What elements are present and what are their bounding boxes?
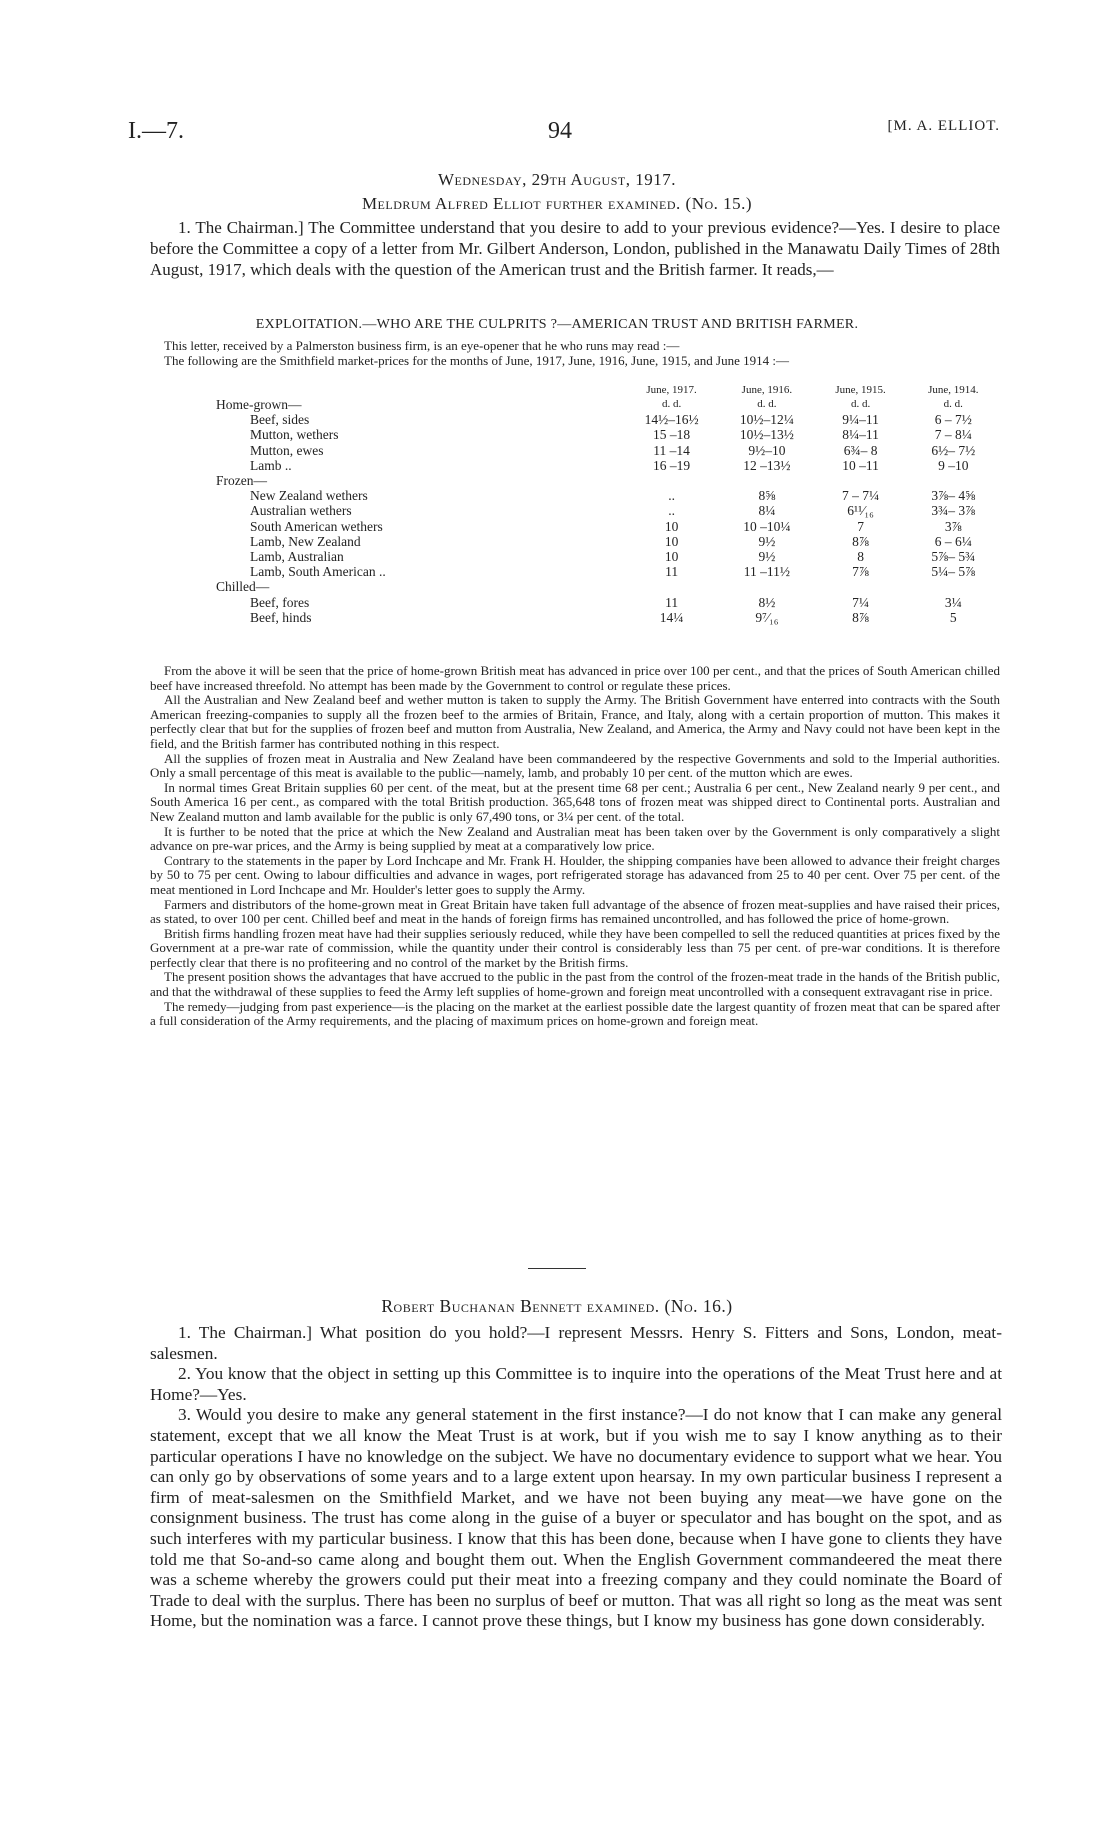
price-cell: 6 – 7½ <box>934 412 972 428</box>
session-date: Wednesday, 29th August, 1917. <box>438 170 676 189</box>
price-cell: 10½–12¼ <box>739 412 794 428</box>
section-divider <box>528 1268 586 1269</box>
intro-paragraph: 1. The Chairman.] The Committee understand that you desire to add to your previous evidence?—Yes. I desire to place before the Committee a copy of a letter from Mr. Gilbert Anderson, London, published in the Manawatu Daily Times of 28th August, 1917, which deals with the question of the American trust and the British farmer. It reads,— <box>150 218 1000 279</box>
second-witness-evidence <box>150 1323 1002 1632</box>
price-cell: 5¼– 5⅞ <box>931 564 976 580</box>
price-cell: 9½–10 <box>748 442 786 458</box>
price-cell: 11 <box>665 564 679 580</box>
price-cell: 10 –11 <box>842 457 879 473</box>
group-label: Home-grown— <box>216 397 302 412</box>
letter-paragraph: It is further to be noted that the price at which the New Zealand and Australian meat has been taken over by the Government is only comparatively a slight advance on pre-war prices, and the Army is being supplied by meat at a comparatively low price. <box>150 823 1000 854</box>
letter-intro <box>150 339 1000 368</box>
price-cell: 3⅞ <box>944 518 962 534</box>
page-number: 94 <box>548 118 572 144</box>
column-header: June, 1917. <box>646 384 697 396</box>
price-cell: 11 <box>665 594 679 610</box>
column-header: June, 1914. <box>928 384 979 396</box>
row-label: Australian wethers <box>250 503 352 519</box>
row-label: Lamb, South American .. <box>250 564 386 580</box>
unit-label: d. d. <box>661 398 682 410</box>
price-cell: 9½ <box>758 549 776 565</box>
price-cell: 8¼ <box>758 503 776 519</box>
price-cell: 10 –10¼ <box>743 518 791 534</box>
price-cell: 8⅝ <box>758 488 776 504</box>
price-cell: 6¹¹⁄₁₆ <box>847 503 874 519</box>
price-cell: 9 –10 <box>938 457 969 473</box>
table-row <box>150 595 1000 610</box>
price-cell: 9¼–11 <box>842 412 879 428</box>
row-label: New Zealand wethers <box>250 488 368 504</box>
price-cell: 8½ <box>758 594 776 610</box>
letter-intro-line: This letter, received by a Palmerston business firm, is an eye-opener that he who runs may read :— <box>164 338 680 353</box>
table-row <box>150 427 1000 442</box>
price-cell: 7 – 8¼ <box>934 427 972 443</box>
evidence-paragraph: 2. You know that the object in setting up this Committee is to inquire into the operations of the Meat Trust here and at Home?—Yes. <box>150 1364 1002 1404</box>
letter-heading: EXPLOITATION.—WHO ARE THE CULPRITS ?—AMERICAN TRUST AND BRITISH FARMER. <box>255 317 859 332</box>
price-cell: 6¾– 8 <box>843 442 878 458</box>
price-cell: 8¼–11 <box>842 427 879 443</box>
table-group-row <box>150 473 1000 488</box>
table-row <box>150 610 1000 625</box>
price-cell: 7 – 7¼ <box>842 488 880 504</box>
price-cell: 3¾– 3⅞ <box>931 503 976 519</box>
second-witness-heading: Robert Buchanan Bennett examined. (No. 16.) <box>381 1296 733 1316</box>
letter-paragraph: Farmers and distributors of the home-grown meat in Great Britain have taken full advantage of the absence of frozen meat-supplies and have raised their prices, as stated, to over 100 per cent. Chilled beef and meat in the hands of foreign firms has remained uncontrolled, and has followed the price of home-grown. <box>150 896 1000 927</box>
letter-paragraph: The remedy—judging from past experience—is the placing on the market at the earliest possible date the largest quantity of frozen meat that can be spared after a full consideration of the Army requirements, and the placing of maximum prices on home-grown and foreign meat. <box>150 998 1000 1029</box>
price-cell: 8 <box>857 549 864 565</box>
table-row <box>150 503 1000 518</box>
table-row <box>150 412 1000 427</box>
table-corner <box>150 384 624 397</box>
report-reference: I.—7. <box>128 118 184 144</box>
price-cell: 9⁷⁄₁₆ <box>755 609 779 625</box>
table-row <box>150 549 1000 564</box>
unit-label: d. d. <box>943 398 963 410</box>
price-cell: 10 <box>664 518 679 534</box>
price-cell: 11 –14 <box>653 442 690 458</box>
price-cell: 8⅞ <box>852 609 869 625</box>
row-label: Lamb, New Zealand <box>250 533 361 549</box>
table-row <box>150 564 1000 579</box>
row-label: Beef, hinds <box>250 609 312 625</box>
price-cell: .. <box>668 503 675 519</box>
letter-paragraph: All the Australian and New Zealand beef and wether mutton is taken to supply the Army. The British Government have enterred into contracts with the South American freezing-companies to supply all the frozen beef to the armies of Britain, France, and Italy, along with a certain proportion of mutton. This makes it perfectly clear that but for the supplies of frozen beef and mutton from Australia, New Zealand, and America, the Army and Navy could not have been kept in the field, and the British farmer has contributed nothing in this respect. <box>150 692 1000 751</box>
row-label: Beef, sides <box>250 412 310 428</box>
price-table <box>150 384 1000 625</box>
price-cell: 5 <box>949 609 957 625</box>
row-label: Beef, fores <box>250 594 310 610</box>
price-cell: 10 <box>664 533 679 549</box>
price-cell: 6½– 7½ <box>931 442 976 458</box>
witness-heading: Meldrum Alfred Elliot further examined. (No. 15.) <box>361 194 753 213</box>
price-cell: 12 –13½ <box>743 457 791 473</box>
price-cell: 7⅞ <box>852 564 869 580</box>
group-label: Frozen— <box>216 473 267 489</box>
evidence-paragraph: 1. The Chairman.] What position do you hold?—I represent Messrs. Henry S. Fitters and Sons, London, meat-salesmen. <box>150 1323 1002 1363</box>
row-label: Mutton, wethers <box>250 427 339 443</box>
table-group-row <box>150 579 1000 594</box>
price-cell: 10½–13½ <box>739 427 794 443</box>
letter-paragraph: Contrary to the statements in the paper by Lord Inchcape and Mr. Frank H. Houlder, the shipping companies have been allowed to advance their freight charges by 50 to 75 per cent. Owing to labour difficulties and advance in wages, port refrigerated storage has adavanced from 25 to 40 per cent. Over 75 per cent. of the meat mentioned in Lord Inchcape and Mr. Houlder's letter goes to supply the Army. <box>150 852 1000 897</box>
price-cell: 15 –18 <box>653 427 691 443</box>
price-cell: 8⅞ <box>852 533 869 549</box>
table-header-row <box>150 384 1000 397</box>
letter-paragraph: British firms handling frozen meat have had their supplies seriously reduced, while they have been compelled to sell the reduced quantities at prices fixed by the Government at a pre-war rate of commission, while the quantity under their control is considerably less than 75 per cent. of pre-war conditions. It is therefore perfectly clear that there is no profiteering and no control of the market by the British firms. <box>150 925 1000 970</box>
letter-paragraph: From the above it will be seen that the price of home-grown British meat has advanced in price over 100 per cent., and that the prices of South American chilled beef have increased threefold. No attempt has been made by the Government to control or regulate these prices. <box>150 663 1000 693</box>
letter-paragraph: In normal times Great Britain supplies 60 per cent. of the meat, but at the present time 68 per cent.; Australia 6 per cent., New Zealand nearly 9 per cent., and South America 16 per cent., as compared with the total British production. 365,648 tons of frozen meat was shipped direct to Continental ports. Australian and New Zealand mutton and lamb available for the public is only 67,490 tons, or 3¼ per cent. of the total. <box>150 779 1000 824</box>
price-cell: 16 –19 <box>653 457 691 473</box>
price-cell: 3¼ <box>944 594 962 610</box>
row-label: Mutton, ewes <box>250 442 324 458</box>
price-cell: 7 <box>857 518 864 534</box>
row-label: Lamb .. <box>250 457 292 473</box>
group-label: Chilled— <box>216 579 270 595</box>
unit-label: d. d. <box>757 398 777 410</box>
price-cell: 14¼ <box>659 609 684 625</box>
price-cell: 10 <box>664 549 679 565</box>
column-header: June, 1916. <box>741 384 793 396</box>
unit-label: d. d. <box>850 398 871 410</box>
price-cell: 11 –11½ <box>743 564 791 580</box>
letter-intro-line: The following are the Smithfield market-prices for the months of June, 1917, June, 1916, June, 1915, and June 1914 :— <box>164 352 789 368</box>
table-row <box>150 534 1000 549</box>
letter-paragraph: The present position shows the advantages that have accrued to the public in the past from the control of the frozen-meat trade in the hands of the British public, and that the withdrawal of these supplies to feed the Army left supplies of home-grown and foreign meat uncontrolled with a consequent extravagant rise in price. <box>150 969 1000 1000</box>
price-cell: .. <box>668 488 675 504</box>
price-cell: 6 – 6¼ <box>934 533 972 549</box>
row-label: South American wethers <box>250 518 383 534</box>
price-cell: 7¼ <box>852 594 869 610</box>
letter-body <box>150 664 1000 1029</box>
table-row <box>150 488 1000 503</box>
table-group-row <box>150 397 1000 412</box>
price-cell: 3⅞– 4⅝ <box>931 488 976 504</box>
price-cell: 5⅞– 5¾ <box>931 549 976 565</box>
column-header: June, 1915. <box>835 384 886 396</box>
price-cell: 9½ <box>758 533 776 549</box>
row-label: Lamb, Australian <box>250 549 344 565</box>
table-row <box>150 443 1000 458</box>
price-cell: 14½–16½ <box>644 412 699 428</box>
table-row <box>150 519 1000 534</box>
evidence-paragraph: 3. Would you desire to make any general statement in the first instance?—I do not know that I can make any general statement, except that we all know the Meat Trust is at work, but if you wish me to say I know anything as to their particular operations I have no knowledge on the subject. We have no documentary evidence to support what we hear. You can only go by observations of some years and to a large extent upon hearsay. In my own particular business I represent a firm of meat-salesmen on the Smithfield Market, and we have not been buying any meat—we have gone on the consignment business. The trust has come along in the guise of a buyer or speculator and has bought on the spot, and as such interferes with my particular business. I know that this has been done, because when I have gone to clients they have told me that So-and-so came along and bought them out. When the English Government commandeered the meat there was a scheme whereby the growers could put their meat into a freezing company and they could nominate the Board of Trade to deal with the surplus. There has been no surplus of beef or mutton. That was all right so long as the meat was sent Home, but the nomination was a farce. I cannot prove these things, but I know my business has gone down considerably. <box>150 1405 1002 1631</box>
running-head: [M. A. ELLIOT. <box>887 118 1000 134</box>
letter-paragraph: All the supplies of frozen meat in Australia and New Zealand have been commandeered by the respective Governments and sold to the Imperial authorities. Only a small percentage of this meat is available to the public—namely, lamb, and probably 10 per cent. of the mutton which are ewes. <box>150 750 1000 781</box>
table-row <box>150 458 1000 473</box>
